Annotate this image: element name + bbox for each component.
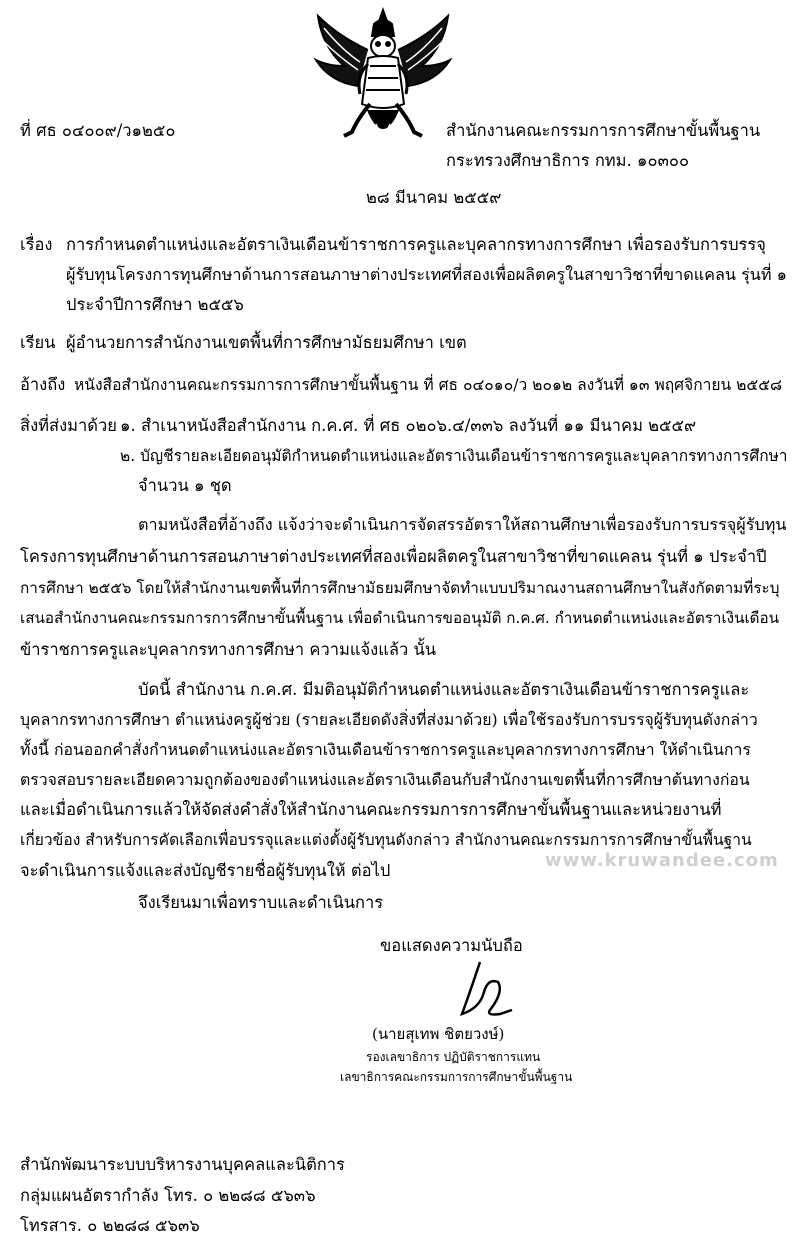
reference-label: อ้างถึง bbox=[20, 375, 66, 394]
footer-group-phone: กลุ่มแผนอัตรากำลัง โทร. ๐ ๒๒๘๘ ๕๖๓๖ bbox=[20, 1186, 316, 1205]
enclosure-item-2: ๒. บัญชีรายละเอียดอนุมัติกำหนดตำแหน่งและอัตราเงินเดือนข้าราชการครูและบุคลากรทางการศึกษา bbox=[120, 447, 788, 465]
para2-line-7: จะดำเนินการแจ้งและส่งบัญชีรายชื่อผู้รับทุนให้ ต่อไป bbox=[20, 861, 391, 880]
para1-line-1: ตามหนังสือที่อ้างถึง แจ้งว่าจะดำเนินการจัดสรรอัตราให้สถานศึกษาเพื่อรองรับการบรรจุผู้รับทุน bbox=[138, 515, 787, 534]
footer-unit: สำนักพัฒนาระบบบริหารงานบุคคลและนิติการ bbox=[20, 1155, 345, 1174]
para2-line-5: และเมื่อดำเนินการแล้วให้จัดส่งคำสั่งให้สำนักงานคณะกรรมการการศึกษาขั้นพื้นฐานและหน่วยงานที่ bbox=[20, 800, 722, 819]
regards: ขอแสดงความนับถือ bbox=[380, 936, 523, 955]
document-date: ๒๘ มีนาคม ๒๕๕๙ bbox=[366, 188, 502, 207]
signature-scribble-icon bbox=[440, 952, 530, 1027]
enclosure-item-2-cont: จำนวน ๑ ชุด bbox=[138, 476, 232, 495]
to-label: เรียน bbox=[20, 333, 56, 352]
ministry-address: กระทรวงศึกษาธิการ กทม. ๑๐๓๐๐ bbox=[446, 151, 690, 170]
footer-fax: โทรสาร. ๐ ๒๒๘๘ ๕๖๓๖ bbox=[20, 1216, 200, 1235]
issuing-office: สำนักงานคณะกรรมการการศึกษาขั้นพื้นฐาน bbox=[446, 121, 761, 140]
enclosures-label: สิ่งที่ส่งมาด้วย bbox=[20, 416, 117, 435]
para1-line-3: การศึกษา ๒๕๕๖ โดยให้สำนักงานเขตพื้นที่การศึกษามัธยมศึกษาจัดทำแบบปริมาณงานสถานศึกษาในสังกัดตามที่ระบุ bbox=[20, 579, 780, 597]
garuda-emblem-icon bbox=[308, 6, 458, 152]
para1-line-2: โครงการทุนศึกษาด้านการสอนภาษาต่างประเทศที่สองเพื่อผลิตครูในสาขาวิชาที่ขาดแคลน รุ่นที่ ๑ ประจำปี bbox=[20, 547, 767, 566]
subject-line-1: การกำหนดตำแหน่งและอัตราเงินเดือนข้าราชการครูและบุคลากรทางการศึกษา เพื่อรองรับการบรรจุ bbox=[66, 235, 766, 254]
para1-line-4: เสนอสำนักงานคณะกรรมการการศึกษาขั้นพื้นฐาน เพื่อดำเนินการขออนุมัติ ก.ค.ศ. กำหนดตำแหน่งและอัตราเงินเดือน bbox=[20, 609, 780, 627]
signer-position-1: รองเลขาธิการ ปฏิบัติราชการแทน bbox=[366, 1050, 541, 1064]
document-number: ที่ ศธ ๐๔๐๐๙/ว๑๒๕๐ bbox=[20, 121, 176, 140]
para2-line-2: บุคลากรทางการศึกษา ตำแหน่งครูผู้ช่วย (รายละเอียดดังสิ่งที่ส่งมาด้วย) เพื่อใช้รองรับการบรรจุผู้รับทุนดังกล่าว bbox=[20, 710, 758, 729]
subject-line-2: ผู้รับทุนโครงการทุนศึกษาด้านการสอนภาษาต่างประเทศที่สองเพื่อผลิตครูในสาขาวิชาที่ขาดแคลน รุ่นที่ ๑ bbox=[66, 265, 787, 284]
para2-line-3: ทั้งนี้ ก่อนออกคำสั่งกำหนดตำแหน่งและอัตราเงินเดือนข้าราชการครูและบุคลากรทางการศึกษา ให้ดำเนินการ bbox=[20, 740, 751, 759]
para2-line-6: เกี่ยวข้อง สำหรับการคัดเลือกเพื่อบรรจุและแต่งตั้งผู้รับทุนดังกล่าว สำนักงานคณะกรรมการการศึกษาขั้นพื้นฐาน bbox=[20, 831, 752, 849]
to-recipient: ผู้อำนวยการสำนักงานเขตพื้นที่การศึกษามัธยมศึกษา เขต bbox=[66, 333, 467, 352]
watermark: www.kruwandee.com bbox=[545, 850, 779, 871]
signer-name: (นายสุเทพ ชิตยวงษ์) bbox=[372, 1025, 505, 1043]
reference-text: หนังสือสำนักงานคณะกรรมการการศึกษาขั้นพื้นฐาน ที่ ศธ ๐๔๐๑๐/ว ๒๐๑๒ ลงวันที่ ๑๓ พฤศจิกายน ๒๕๕๘ bbox=[74, 376, 783, 394]
signer-position-2: เลขาธิการคณะกรรมการการศึกษาขั้นพื้นฐาน bbox=[340, 1070, 573, 1084]
enclosure-item-1: ๑. สำเนาหนังสือสำนักงาน ก.ค.ศ. ที่ ศธ ๐๒๐๖.๔/๓๓๖ ลงวันที่ ๑๑ มีนาคม ๒๕๕๙ bbox=[120, 416, 697, 435]
subject-line-3: ประจำปีการศึกษา ๒๕๕๖ bbox=[66, 295, 244, 314]
para2-line-4: ตรวจสอบรายละเอียดความถูกต้องของตำแหน่งและอัตราเงินเดือนกับสำนักงานเขตพื้นที่การศึกษาต้นทางก่อน bbox=[20, 770, 750, 789]
para2-line-1: บัดนี้ สำนักงาน ก.ค.ศ. มีมติอนุมัติกำหนดตำแหน่งและอัตราเงินเดือนข้าราชการครูและ bbox=[138, 680, 750, 699]
closing-line: จึงเรียนมาเพื่อทราบและดำเนินการ bbox=[138, 893, 384, 912]
subject-label: เรื่อง bbox=[20, 235, 53, 254]
para1-line-5: ข้าราชการครูและบุคลากรทางการศึกษา ความแจ้งแล้ว นั้น bbox=[20, 640, 437, 659]
